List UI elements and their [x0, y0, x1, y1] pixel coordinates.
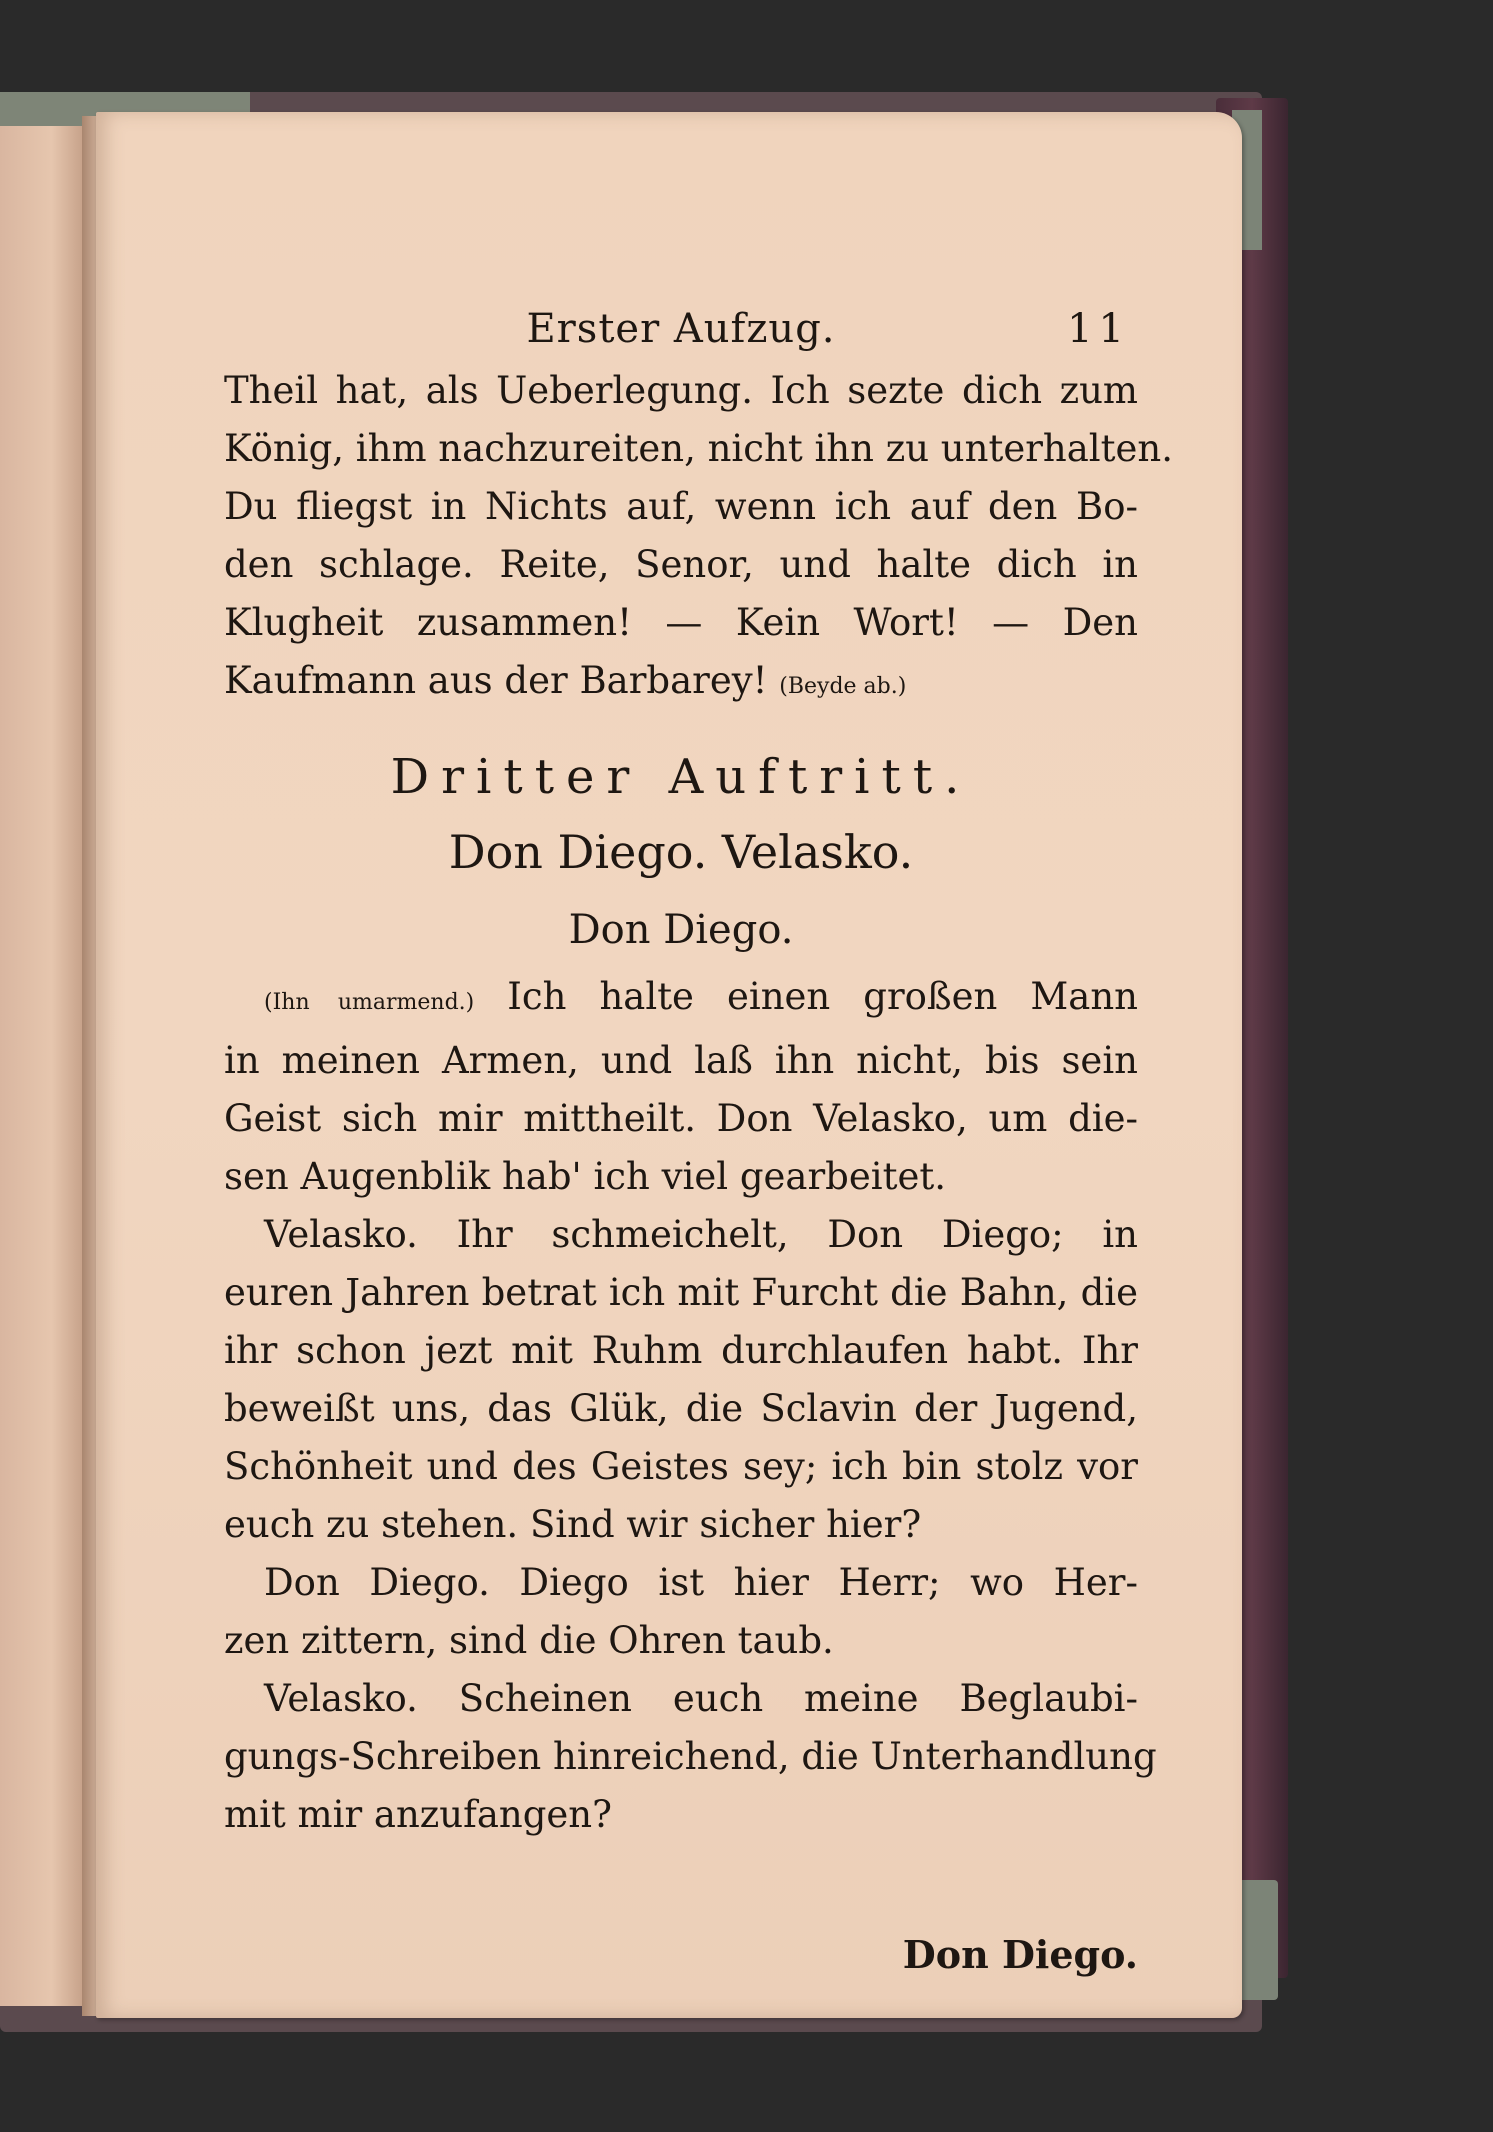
text-line: Don Diego. Diego ist hier Herr; wo Her-	[264, 1561, 1138, 1604]
text-line: euch zu stehen. Sind wir sicher hier?	[224, 1503, 922, 1546]
text-line: Du fliegst in Nichts auf, wenn ich auf den Bo-	[224, 485, 1138, 528]
text-line	[224, 652, 1138, 716]
text-line: Velasko. Scheinen euch meine Beglaubi-	[264, 1677, 1138, 1720]
text-line: mit mir anzufangen?	[224, 1793, 612, 1836]
persons-list: Don Diego. Velasko.	[448, 825, 914, 879]
running-head	[224, 292, 1138, 362]
text-line: Velasko. Ihr schmeichelt, Don Diego; in	[264, 1213, 1138, 1256]
text-line: Theil hat, als Ueberlegung. Ich sezte dich zum	[224, 369, 1138, 412]
text-line: sen Augenblik hab' ich viel gearbeitet.	[224, 1155, 946, 1198]
text-line: gungs-Schreiben hinreichend, die Unterhandlung	[224, 1735, 1157, 1778]
page-text	[224, 292, 1173, 1977]
speaker-heading: Don Diego.	[568, 907, 794, 953]
catchword: Don Diego.	[902, 1932, 1138, 1977]
text-line: König, ihm nachzureiten, nicht ihn zu unterhalten.	[224, 427, 1173, 470]
text-line: den schlage. Reite, Senor, und halte dich in	[224, 543, 1138, 586]
left-page-edge	[0, 126, 86, 2006]
text-line: Geist sich mir mittheilt. Don Velasko, um die-	[224, 1097, 1138, 1140]
page	[96, 112, 1242, 2018]
text-line: zen zittern, sind die Ohren taub.	[224, 1619, 834, 1662]
stage-direction: (Ihn umarmend.)	[264, 990, 475, 1015]
text-line: beweißt uns, das Glük, die Sclavin der Jugend,	[224, 1387, 1138, 1430]
text-line: in meinen Armen, und laß ihn nicht, bis sein	[224, 1039, 1138, 1082]
text-line: euren Jahren betrat ich mit Furcht die Bahn, die	[224, 1271, 1138, 1314]
stage-direction: (Beyde ab.)	[779, 674, 907, 699]
line-text: Kaufmann aus der Barbarey!	[224, 659, 768, 702]
page-number: 11	[1067, 306, 1130, 352]
line-text: Ich halte einen großen Mann	[507, 975, 1139, 1018]
scene-title: Dritter Auftritt.	[390, 749, 972, 805]
running-title: Erster Aufzug.	[526, 306, 836, 352]
text-line	[224, 968, 1138, 1032]
text-line: Klugheit zusammen! — Kein Wort! — Den	[224, 601, 1138, 644]
text-line: Schönheit und des Geistes sey; ich bin stolz vor	[224, 1445, 1138, 1488]
text-line: ihr schon jezt mit Ruhm durchlaufen habt. Ihr	[224, 1329, 1138, 1372]
